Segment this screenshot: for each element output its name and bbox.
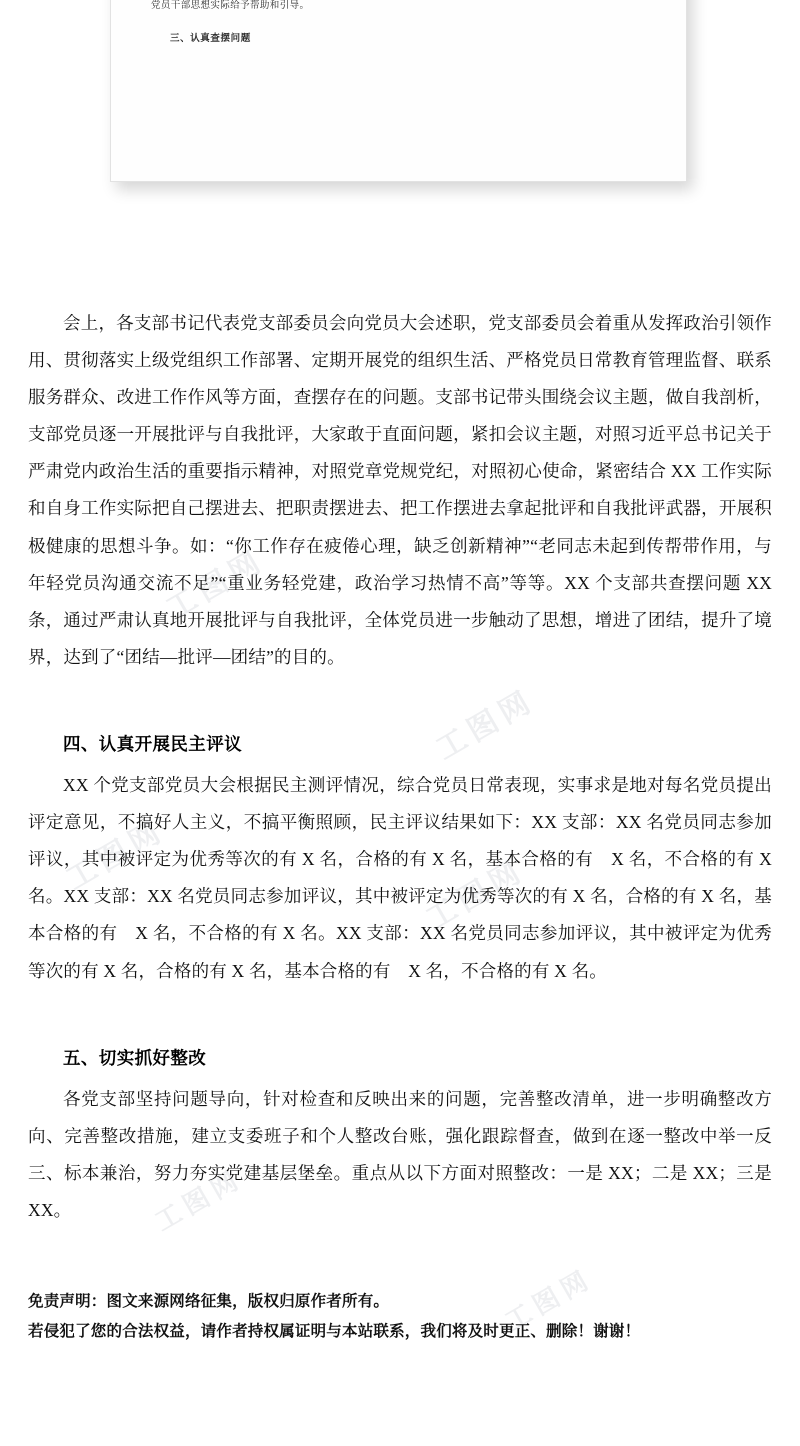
preview-body-line: 党员干部思想实际给予帮助和引导。 <box>151 1 310 11</box>
watermark: 工图网 <box>430 683 541 767</box>
page-preview-content <box>111 0 686 49</box>
disclaimer-line-1: 免责声明：图文来源网络征集，版权归原作者所有。 <box>28 1293 390 1311</box>
watermark: 工图网 <box>149 1162 248 1237</box>
spacer <box>28 682 772 708</box>
preview-section-heading: 三、认真查摆问题 <box>170 34 251 44</box>
watermark: 工图网 <box>420 853 531 937</box>
paragraph-section-four: XX 个党支部党员大会根据民主测评情况，综合党员日常表现，实事求是地对每名党员提出评定意见，不搞好人主义，不搞平衡照顾，民主评议结果如下：XX 支部：XX 名党员同志参加评议，其中被评定为优秀等次的有 X 名，合格的有 X 名，基本合格的有 X 名，不合格的有 X 名。XX 支部：XX 名党员同志参加评议，其中被评定为优秀等次的有 X 名，合格的有 X 名，基本合格的有 X 名，不合格的有 X 名。XX 支部：XX 名党员同志参加评议，其中被评定为优秀等次的有 X 名，合格的有 X 名，基本合格的有 X 名，不合格的有 X 名。 <box>28 775 772 981</box>
section-heading-four: 四、认真开展民主评议 <box>63 733 242 754</box>
document-body <box>0 185 800 1348</box>
watermark: 工图网 <box>499 1262 598 1337</box>
watermark: 工图网 <box>60 813 171 897</box>
disclaimer-line-2: 若侵犯了您的合法权益，请作者持权属证明与本站联系，我们将及时更正、删除！谢谢！ <box>28 1323 641 1341</box>
page-preview-area <box>0 0 800 185</box>
section-heading-five: 五、切实抓好整改 <box>63 1047 207 1068</box>
paragraph-section-five: 各党支部坚持问题导向，针对检查和反映出来的问题，完善整改清单，进一步明确整改方向、完善整改措施，建立支委班子和个人整改台账，强化跟踪督查，做到在逐一整改中举一反三、标本兼治，努力夯实党建基层堡垒。重点从以下方面对照整改：一是 XX；二是 XX；三是 XX。 <box>28 1088 772 1220</box>
spacer <box>28 996 772 1022</box>
watermark: 工图网 <box>160 543 271 627</box>
disclaimer <box>28 1287 772 1347</box>
paragraph-meeting-summary: 会上，各支部书记代表党支部委员会向党员大会述职，党支部委员会着重从发挥政治引领作用、贯彻落实上级党组织工作部署、定期开展党的组织生活、严格党员日常教育管理监督、联系服务群众、改进工作作风等方面，查摆存在的问题。支部书记带头围绕会议主题，做自我剖析，支部党员逐一开展批评与自我批评，大家敢于直面问题，紧扣会议主题，对照习近平总书记关于严肃党内政治生活的重要指示精神，对照党章党规党纪，对照初心使命，紧密结合 XX 工作实际和自身工作实际把自己摆进去、把职责摆进去、把工作摆进去拿起批评和自我批评武器，开展积极健康的思想斗争。如：“你工作存在疲倦心理，缺乏创新精神”“老同志未起到传帮带作用，与年轻党员沟通交流不足”“重业务轻党建，政治学习热情不高”等等。XX 个支部共查摆问题 XX 条，通过严肃认真地开展批评与自我批评，全体党员进一步触动了思想，增进了团结，提升了境界，达到了“团结—批评—团结”的目的。 <box>28 313 772 667</box>
page-preview-card[interactable] <box>110 0 687 182</box>
